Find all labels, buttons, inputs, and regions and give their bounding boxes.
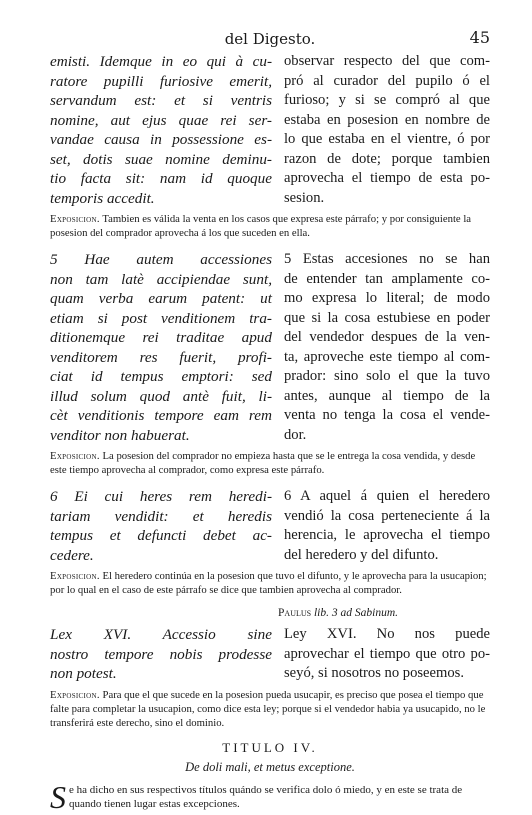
latin-line: ditionemque rei traditae apud: [50, 329, 272, 346]
law-author: Paulus: [278, 607, 312, 619]
latin-line: ciat id tempus emptori: sed: [50, 368, 272, 385]
spanish-line: aprovecha el tiempo de esta po-: [284, 170, 490, 186]
latin-line: servandum est: et si ventris: [50, 92, 272, 109]
exposicion-text: La posesion del comprador no empieza hasta que se le entrega la cosa vendida, y desde este tiempo aprovecha al comprador, como expresa este párrafo.: [50, 450, 476, 476]
latin-column: [50, 625, 272, 684]
spanish-line: mo expresa lo literal; de modo: [284, 290, 490, 306]
section-subtitle: De doli mali, et metus exceptione.: [185, 759, 355, 774]
spanish-line: antes, aunque al tiempo de la: [284, 387, 490, 404]
paragraph-pair-4: [50, 625, 490, 684]
law-citation: [50, 607, 490, 619]
exposicion-note-4: [50, 688, 490, 730]
section-intro: [50, 778, 490, 815]
spanish-column: [284, 52, 490, 208]
running-header: [50, 26, 490, 52]
spanish-line: prador: sino solo el que la tuvo: [284, 368, 490, 384]
latin-line: tariam vendidit: et heredis: [50, 507, 272, 525]
latin-line: emisti. Idemque in eo qui à cu-: [50, 53, 272, 70]
latin-line: nomine, aut ejus quae rei ser-: [50, 111, 272, 129]
running-title: del Digesto.: [224, 30, 316, 48]
latin-line: non tam latè accipiendae sunt,: [50, 270, 272, 288]
exposicion-note-3: [50, 569, 490, 597]
exposicion-label: Exposicion.: [50, 688, 100, 701]
spanish-line: dor.: [284, 426, 307, 443]
paragraph-pair-3: [50, 487, 490, 565]
spanish-line: seyó, si nosotros no poseemos.: [284, 665, 464, 681]
spanish-line: observar respecto del que com-: [284, 53, 490, 69]
spanish-line: Ley XVI. No nos puede: [284, 626, 490, 642]
latin-line: quam verba earum patent: ut: [50, 290, 272, 307]
latin-line: tio facta sit: nam id quoque: [50, 170, 272, 187]
latin-line: 6 Ei cui heres rem heredi-: [50, 488, 272, 505]
law-reference: lib. 3 ad Sabinum.: [313, 607, 398, 619]
spanish-line: que si la cosa estubiese en poder: [284, 309, 490, 326]
latin-line: 5 Hae autem accessiones: [50, 251, 272, 268]
exposicion-note-2: [50, 449, 490, 477]
drop-cap: S: [50, 778, 66, 815]
latin-line: etiam si post venditionem tra-: [50, 309, 272, 327]
spanish-line: de entender tan amplamente co-: [284, 270, 490, 287]
spanish-line: aprovechar el tiempo que otro po-: [284, 645, 490, 662]
latin-column: [50, 52, 272, 208]
latin-line: set, dotis suae nomine deminu-: [50, 150, 272, 168]
exposicion-note-1: [50, 212, 490, 240]
exposicion-label: Exposicion.: [50, 450, 100, 462]
spanish-line: pró al curador del pupilo ó el: [284, 72, 490, 89]
spanish-line: 5 Estas accesiones no se han: [284, 251, 490, 267]
spanish-line: estaba en posesion en nombre de: [284, 111, 490, 128]
exposicion-label: Exposicion.: [50, 570, 100, 582]
section-heading: TITULO IV.: [222, 739, 318, 755]
spanish-line: venta no tenga la cosa el vende-: [284, 407, 490, 423]
latin-column: [50, 250, 272, 445]
spanish-line: razon de dote; porque tambien: [284, 150, 490, 167]
spanish-line: vendió la cosa perteneciente á la: [284, 507, 490, 524]
latin-line: non potest.: [50, 665, 117, 682]
spanish-line: herencia, le aprovecha el tiempo: [284, 527, 490, 543]
latin-line: nostro tempore nobis prodesse: [50, 645, 272, 663]
latin-line: cèt venditionis tempore eam rem: [50, 407, 272, 424]
spanish-column: [284, 487, 490, 565]
spanish-line: ta, aproveche este tiempo al com-: [284, 348, 490, 365]
exposicion-text: El heredero continúa en la posesion que tuvo el difunto, y le aprovecha para la usucapion; por lo qual en el caso de este párrafo se dice que tambien aprovecha al comprador.: [50, 570, 487, 596]
book-page: [50, 26, 490, 815]
paragraph-pair-2: [50, 250, 490, 445]
latin-line: illud solum quod antè fuit, li-: [50, 387, 272, 405]
spanish-column: [284, 250, 490, 445]
exposicion-text: Tambien es válida la venta en los casos que expresa este párrafo; y por consiguiente la posesion del comprador aprovecha á los que suceden en ella.: [50, 213, 472, 239]
spanish-line: furioso; y si se compró al que: [284, 92, 490, 108]
latin-line: Lex XVI. Accessio sine: [50, 626, 272, 643]
latin-line: vandae causa in possessione es-: [50, 131, 272, 148]
spanish-line: sesion.: [284, 189, 325, 206]
latin-line: temporis accedit.: [50, 189, 155, 207]
latin-line: venditorem res fuerit, profi-: [50, 348, 272, 366]
spanish-line: 6 A aquel á quien el heredero: [284, 488, 490, 504]
exposicion-text: Para que el que sucede en la posesion pueda usucapir, es preciso que posea el tiempo que falte para completar la usucapion, como dice esta ley; porque si el vendedor habia ya usucapido, no le transferirá este derecho, sino el dominio.: [50, 688, 486, 729]
spanish-line: del heredero y del difunto.: [284, 546, 439, 563]
latin-line: ratore pupilli furiosive emerit,: [50, 72, 272, 90]
latin-line: venditor non habuerat.: [50, 426, 190, 444]
spanish-line: del vendedor despues de la ven-: [284, 329, 490, 345]
paragraph-pair-1: [50, 52, 490, 208]
latin-line: cedere.: [50, 546, 94, 564]
spanish-line: lo que estaba en el vientre, ó por: [284, 131, 490, 147]
latin-column: [50, 487, 272, 565]
spanish-column: [284, 625, 490, 684]
page-number: 45: [469, 28, 490, 47]
section-intro-text: e ha dicho en sus respectivos títulos quándo se verifica dolo ó miedo, y en este se trata de quando tienen lugar estas excepciones.: [69, 783, 463, 810]
latin-line: tempus et defuncti debet ac-: [50, 527, 272, 544]
exposicion-label: Exposicion.: [50, 213, 100, 225]
